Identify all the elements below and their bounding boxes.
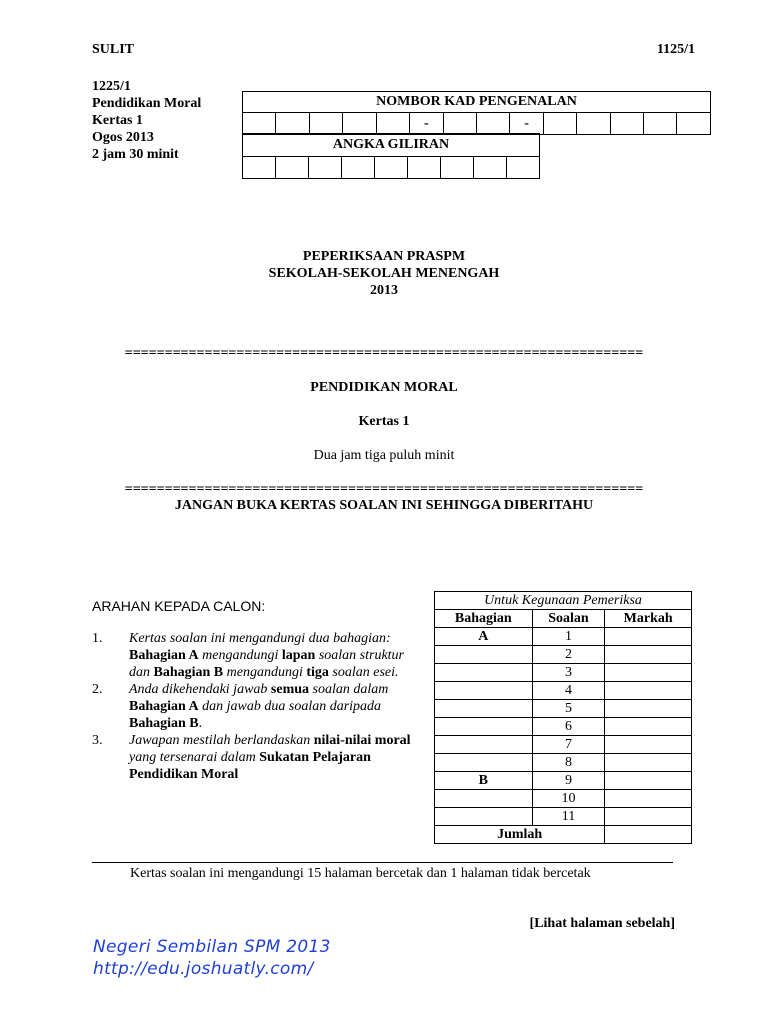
total-marks-cell[interactable] (605, 826, 692, 844)
instruction-fragment: soalan dalam (309, 682, 389, 697)
section-cell (435, 736, 533, 754)
ic-digit-cell[interactable] (476, 113, 509, 135)
index-digit-cell[interactable] (375, 157, 408, 179)
paper-number: Kertas 1 (92, 113, 143, 128)
instruction-fragment: nilai-nilai moral (313, 733, 411, 748)
ic-digit-cell[interactable] (309, 113, 342, 135)
examiner-table-caption: Untuk Kegunaan Pemeriksa (435, 592, 692, 610)
instruction-fragment: soalan struktur dan (129, 648, 405, 680)
examiner-table-row (435, 790, 692, 808)
ic-digit-cell[interactable] (677, 113, 711, 135)
header-bahagian: Bahagian (435, 610, 533, 628)
ic-digit-cell[interactable] (644, 113, 677, 135)
paper-code-right: 1125/1 (656, 42, 695, 57)
instruction-fragment: Kertas soalan ini mengandungi dua bahagian: (129, 631, 391, 646)
paper-title: Kertas 1 (358, 414, 410, 429)
header-markah: Markah (605, 610, 692, 628)
instruction-fragment: Bahagian B (129, 716, 199, 731)
instruction-fragment: Sukatan Pelajaran Pendidikan Moral (129, 750, 371, 782)
section-cell (435, 754, 533, 772)
examiner-table-row (435, 700, 692, 718)
question-number-cell: 3 (532, 664, 605, 682)
marks-cell[interactable] (605, 682, 692, 700)
marks-cell[interactable] (605, 808, 692, 826)
section-cell (435, 646, 533, 664)
index-number-label: ANGKA GILIRAN (243, 134, 540, 157)
question-number-cell: 2 (532, 646, 605, 664)
instruction-fragment: soalan esei. (328, 665, 399, 680)
instruction-item (92, 630, 422, 681)
ic-number-box (242, 91, 711, 135)
examiner-table-row (435, 736, 692, 754)
question-number-cell: 9 (532, 772, 605, 790)
instruction-number: 2. (92, 682, 103, 697)
question-number-cell: 7 (532, 736, 605, 754)
instruction-item (92, 681, 422, 732)
instruction-fragment: semua (270, 682, 310, 697)
exam-date: Ogos 2013 (92, 130, 154, 145)
ic-digit-cell[interactable] (443, 113, 476, 135)
examiner-table-row (435, 772, 692, 790)
instruction-fragment: Bahagian B (153, 665, 224, 680)
instruction-fragment: mengandungi (223, 665, 307, 680)
marks-cell[interactable] (605, 700, 692, 718)
do-not-open-warning: JANGAN BUKA KERTAS SOALAN INI SEHINGGA DIBERITAHU (174, 498, 594, 513)
instruction-item (92, 732, 422, 783)
ic-digit-cell[interactable] (343, 113, 376, 135)
index-number-box (242, 133, 540, 179)
marks-cell[interactable] (605, 772, 692, 790)
exam-duration: 2 jam 30 minit (92, 147, 179, 162)
ic-digit-cell[interactable] (543, 113, 576, 135)
ic-number-cells (243, 113, 711, 135)
index-digit-cell[interactable] (342, 157, 375, 179)
separator-rule-bottom: ================================================================= (124, 482, 644, 497)
exam-title-line2: SEKOLAH-SEKOLAH MENENGAH (268, 266, 500, 281)
header-soalan: Soalan (532, 610, 605, 628)
question-number-cell: 1 (532, 628, 605, 646)
ic-digit-cell[interactable]: - (510, 113, 543, 135)
instructions-list (92, 630, 422, 783)
exam-title-year: 2013 (370, 283, 398, 298)
instruction-fragment: Bahagian A (129, 648, 199, 663)
section-cell (435, 700, 533, 718)
examiner-total-row (435, 826, 692, 844)
question-number-cell: 11 (532, 808, 605, 826)
instruction-text (129, 630, 422, 681)
paper-code: 1225/1 (92, 79, 131, 94)
index-digit-cell[interactable] (309, 157, 342, 179)
index-digit-cell[interactable] (474, 157, 507, 179)
index-number-cells (243, 157, 540, 179)
marks-cell[interactable] (605, 646, 692, 664)
index-digit-cell[interactable] (276, 157, 309, 179)
ic-digit-cell[interactable] (577, 113, 610, 135)
subject-name: Pendidikan Moral (92, 96, 202, 111)
examiner-table-row (435, 718, 692, 736)
instruction-fragment: Jawapan mestilah berlandaskan (129, 733, 314, 748)
examiner-table-row (435, 808, 692, 826)
instruction-fragment: yang tersenarai dalam (129, 750, 260, 765)
question-number-cell: 10 (532, 790, 605, 808)
section-cell (435, 682, 533, 700)
section-cell (435, 808, 533, 826)
ic-digit-cell[interactable] (376, 113, 409, 135)
marks-cell[interactable] (605, 628, 692, 646)
handwritten-link[interactable]: http://edu.joshuatly.com/ (93, 959, 314, 979)
separator-rule-top: ================================================================= (124, 346, 644, 361)
next-page-note: [Lihat halaman sebelah] (529, 916, 675, 931)
examiner-table-row (435, 646, 692, 664)
instruction-fragment: Anda dikehendaki jawab (129, 682, 271, 697)
question-number-cell: 5 (532, 700, 605, 718)
index-digit-cell[interactable] (441, 157, 474, 179)
instruction-fragment: Bahagian A (129, 699, 199, 714)
subject-title: PENDIDIKAN MORAL (310, 380, 458, 395)
instruction-text (129, 681, 422, 732)
instruction-fragment: lapan (281, 648, 316, 663)
instruction-number: 3. (92, 733, 103, 748)
duration-text: Dua jam tiga puluh minit (313, 448, 455, 463)
instruction-number: 1. (92, 631, 103, 646)
question-number-cell: 4 (532, 682, 605, 700)
instructions-title: ARAHAN KEPADA CALON: (92, 598, 266, 614)
question-number-cell: 6 (532, 718, 605, 736)
examiner-table-row (435, 664, 692, 682)
instruction-fragment: tiga (306, 665, 329, 680)
marks-cell[interactable] (605, 790, 692, 808)
ic-number-label: NOMBOR KAD PENGENALAN (243, 92, 711, 113)
examiner-table-row (435, 754, 692, 772)
section-cell (435, 790, 533, 808)
marks-cell[interactable] (605, 718, 692, 736)
section-cell: A (435, 628, 533, 646)
marks-cell[interactable] (605, 754, 692, 772)
paper-meta (92, 78, 201, 163)
ic-digit-cell[interactable] (243, 113, 276, 135)
section-cell: B (435, 772, 533, 790)
instruction-fragment: dan jawab dua soalan daripada (198, 699, 382, 714)
exam-title-line1: PEPERIKSAAN PRASPM (302, 249, 466, 264)
section-cell (435, 718, 533, 736)
ic-digit-cell[interactable] (610, 113, 643, 135)
index-digit-cell[interactable] (408, 157, 441, 179)
instruction-fragment: mengandungi (198, 648, 282, 663)
total-label: Jumlah (435, 826, 605, 844)
instruction-fragment: . (198, 716, 203, 731)
exam-title (92, 248, 676, 299)
marks-cell[interactable] (605, 664, 692, 682)
handwritten-annotation (93, 936, 331, 980)
question-number-cell: 8 (532, 754, 605, 772)
section-cell (435, 664, 533, 682)
examiner-table-row (435, 628, 692, 646)
ic-digit-cell[interactable] (276, 113, 309, 135)
instruction-text (129, 732, 422, 783)
index-digit-cell[interactable] (507, 157, 540, 179)
classification-label: SULIT (92, 42, 135, 57)
ic-digit-cell[interactable]: - (410, 113, 443, 135)
examiner-table-row (435, 682, 692, 700)
page-count-note: Kertas soalan ini mengandungi 15 halaman bercetak dan 1 halaman tidak bercetak (130, 866, 591, 881)
handwritten-line1: Negeri Sembilan SPM 2013 (93, 937, 331, 957)
examiner-table (434, 591, 692, 844)
index-digit-cell[interactable] (243, 157, 276, 179)
footer-rule (92, 862, 673, 863)
marks-cell[interactable] (605, 736, 692, 754)
